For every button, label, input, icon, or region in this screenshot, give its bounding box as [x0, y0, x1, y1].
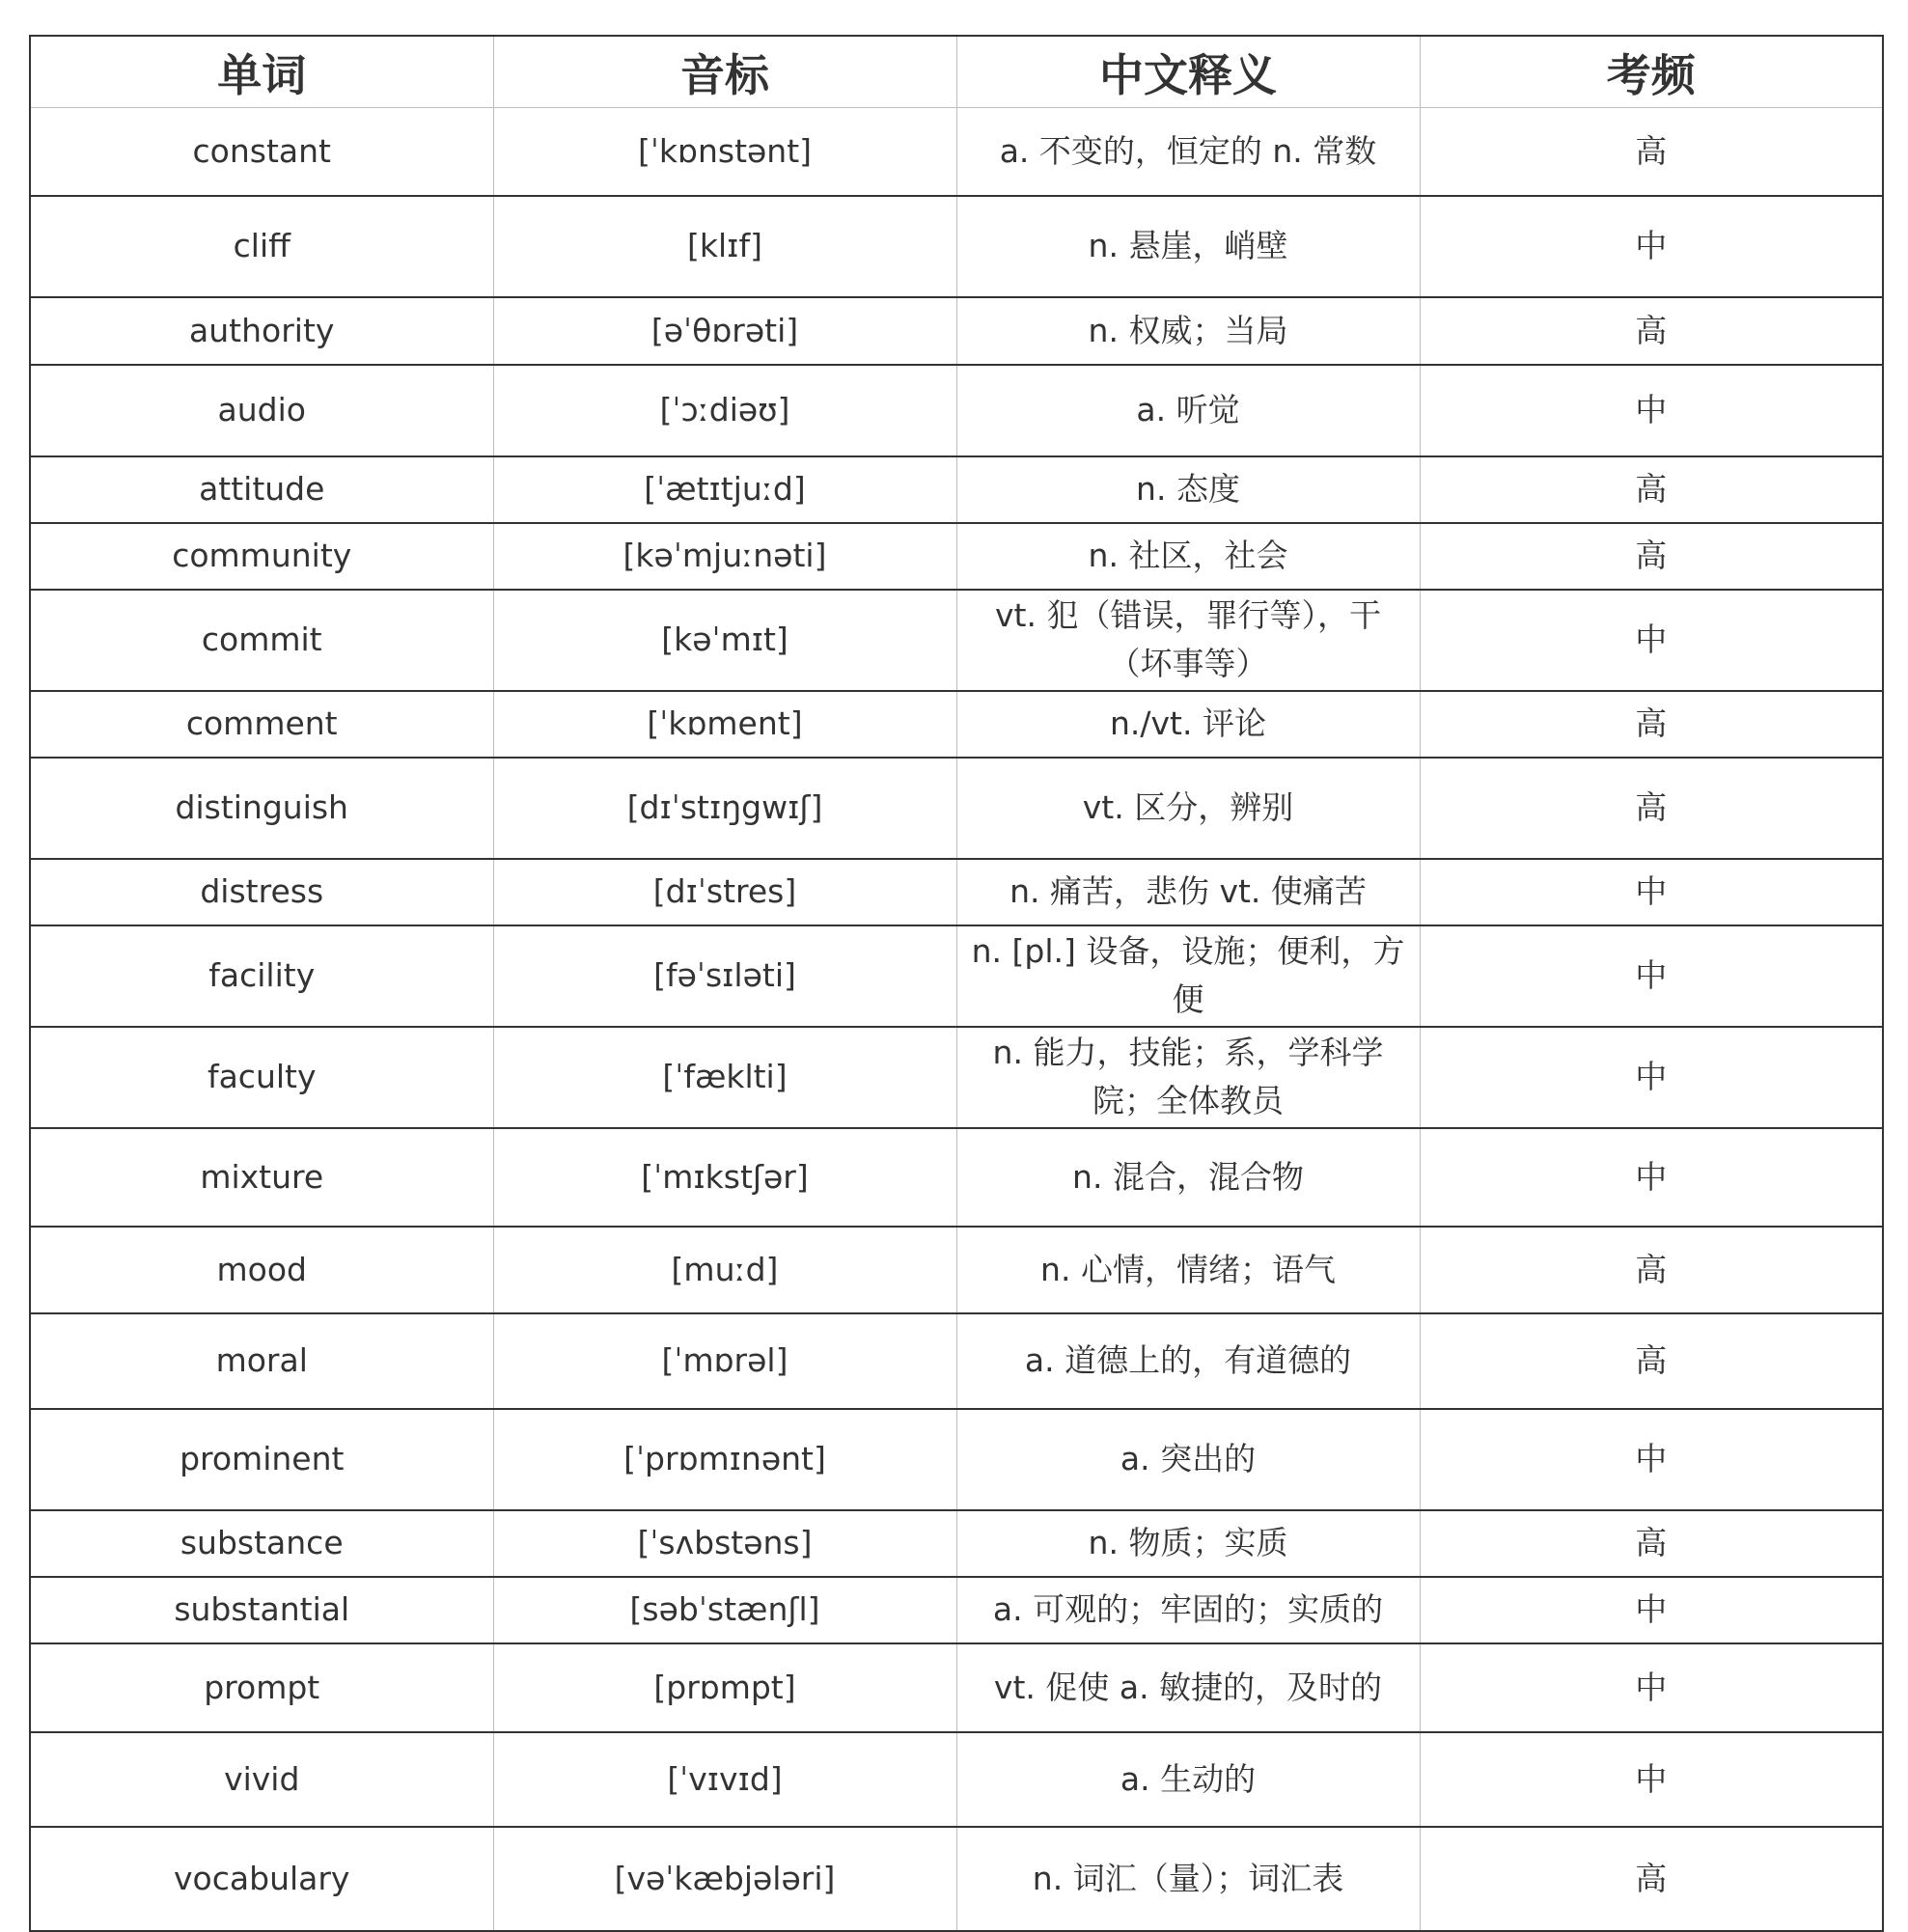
frequency-cell: 中: [1420, 590, 1883, 691]
table-row: [30, 1227, 1883, 1313]
word-cell: community: [30, 523, 493, 590]
meaning-cell: n. 心情，情绪；语气: [956, 1227, 1420, 1313]
header-row: [30, 36, 1883, 108]
meaning-cell: vt. 犯（错误，罪行等），干（坏事等）: [956, 590, 1420, 691]
table-row: [30, 456, 1883, 523]
table-row: [30, 758, 1883, 859]
phonetic-cell: [ˈvɪvɪd]: [493, 1732, 956, 1827]
table-body: [30, 108, 1883, 1931]
meaning-cell: n./vt. 评论: [956, 691, 1420, 758]
word-cell: commit: [30, 590, 493, 691]
meaning-cell: a. 突出的: [956, 1409, 1420, 1510]
meaning-cell: n. [pl.] 设备，设施；便利，方便: [956, 925, 1420, 1027]
table-row: [30, 1577, 1883, 1643]
phonetic-cell: [kəˈmjuːnəti]: [493, 523, 956, 590]
table-row: [30, 1027, 1883, 1128]
phonetic-cell: [ˈprɒmɪnənt]: [493, 1409, 956, 1510]
table-row: [30, 196, 1883, 297]
meaning-cell: n. 混合，混合物: [956, 1128, 1420, 1227]
phonetic-cell: [prɒmpt]: [493, 1643, 956, 1732]
meaning-cell: a. 可观的；牢固的；实质的: [956, 1577, 1420, 1643]
word-cell: comment: [30, 691, 493, 758]
meaning-cell: a. 不变的，恒定的 n. 常数: [956, 108, 1420, 196]
word-cell: distinguish: [30, 758, 493, 859]
word-cell: moral: [30, 1313, 493, 1409]
meaning-cell: n. 物质；实质: [956, 1510, 1420, 1577]
word-cell: facility: [30, 925, 493, 1027]
phonetic-cell: [klɪf]: [493, 196, 956, 297]
table-row: [30, 691, 1883, 758]
header-word: 单词: [30, 36, 493, 108]
frequency-cell: 中: [1420, 1409, 1883, 1510]
word-cell: constant: [30, 108, 493, 196]
phonetic-cell: [ˈmɪkstʃər]: [493, 1128, 956, 1227]
frequency-cell: 高: [1420, 456, 1883, 523]
meaning-cell: a. 听觉: [956, 365, 1420, 456]
phonetic-cell: [kəˈmɪt]: [493, 590, 956, 691]
word-cell: prompt: [30, 1643, 493, 1732]
word-cell: prominent: [30, 1409, 493, 1510]
word-cell: vivid: [30, 1732, 493, 1827]
meaning-cell: n. 权威；当局: [956, 297, 1420, 365]
table-row: [30, 590, 1883, 691]
table-header: [30, 36, 1883, 108]
meaning-cell: vt. 促使 a. 敏捷的，及时的: [956, 1643, 1420, 1732]
frequency-cell: 中: [1420, 1128, 1883, 1227]
phonetic-cell: [ˈætɪtjuːd]: [493, 456, 956, 523]
phonetic-cell: [ˈkɒnstənt]: [493, 108, 956, 196]
word-cell: mood: [30, 1227, 493, 1313]
frequency-cell: 高: [1420, 691, 1883, 758]
phonetic-cell: [əˈθɒrəti]: [493, 297, 956, 365]
meaning-cell: n. 能力，技能；系，学科学院；全体教员: [956, 1027, 1420, 1128]
frequency-cell: 高: [1420, 297, 1883, 365]
phonetic-cell: [səbˈstænʃl]: [493, 1577, 956, 1643]
frequency-cell: 中: [1420, 1577, 1883, 1643]
meaning-cell: a. 生动的: [956, 1732, 1420, 1827]
meaning-cell: a. 道德上的，有道德的: [956, 1313, 1420, 1409]
frequency-cell: 高: [1420, 1827, 1883, 1931]
table-row: [30, 1313, 1883, 1409]
frequency-cell: 中: [1420, 196, 1883, 297]
word-cell: substantial: [30, 1577, 493, 1643]
table-row: [30, 1827, 1883, 1931]
frequency-cell: 中: [1420, 1643, 1883, 1732]
word-cell: vocabulary: [30, 1827, 493, 1931]
table-row: [30, 925, 1883, 1027]
frequency-cell: 中: [1420, 859, 1883, 925]
phonetic-cell: [fəˈsɪləti]: [493, 925, 956, 1027]
phonetic-cell: [ˈsʌbstəns]: [493, 1510, 956, 1577]
frequency-cell: 高: [1420, 758, 1883, 859]
word-cell: attitude: [30, 456, 493, 523]
phonetic-cell: [ˈɔːdiəʊ]: [493, 365, 956, 456]
table-row: [30, 1510, 1883, 1577]
frequency-cell: 中: [1420, 365, 1883, 456]
meaning-cell: n. 悬崖，峭壁: [956, 196, 1420, 297]
word-cell: cliff: [30, 196, 493, 297]
phonetic-cell: [dɪˈstres]: [493, 859, 956, 925]
vocabulary-table: [29, 35, 1884, 1932]
word-cell: audio: [30, 365, 493, 456]
meaning-cell: n. 社区，社会: [956, 523, 1420, 590]
table-row: [30, 859, 1883, 925]
frequency-cell: 中: [1420, 1027, 1883, 1128]
word-cell: authority: [30, 297, 493, 365]
table-row: [30, 1732, 1883, 1827]
table-row: [30, 1128, 1883, 1227]
phonetic-cell: [muːd]: [493, 1227, 956, 1313]
frequency-cell: 高: [1420, 523, 1883, 590]
frequency-cell: 高: [1420, 1227, 1883, 1313]
word-cell: substance: [30, 1510, 493, 1577]
table-row: [30, 297, 1883, 365]
header-phonetic: 音标: [493, 36, 956, 108]
header-meaning: 中文释义: [956, 36, 1420, 108]
phonetic-cell: [vəˈkæbjələri]: [493, 1827, 956, 1931]
header-frequency: 考频: [1420, 36, 1883, 108]
meaning-cell: vt. 区分，辨别: [956, 758, 1420, 859]
frequency-cell: 中: [1420, 925, 1883, 1027]
meaning-cell: n. 词汇（量）；词汇表: [956, 1827, 1420, 1931]
meaning-cell: n. 态度: [956, 456, 1420, 523]
frequency-cell: 高: [1420, 1313, 1883, 1409]
table-row: [30, 108, 1883, 196]
meaning-cell: n. 痛苦，悲伤 vt. 使痛苦: [956, 859, 1420, 925]
phonetic-cell: [ˈfæklti]: [493, 1027, 956, 1128]
frequency-cell: 中: [1420, 1732, 1883, 1827]
phonetic-cell: [ˈkɒment]: [493, 691, 956, 758]
frequency-cell: 高: [1420, 1510, 1883, 1577]
word-cell: faculty: [30, 1027, 493, 1128]
table-row: [30, 1409, 1883, 1510]
phonetic-cell: [ˈmɒrəl]: [493, 1313, 956, 1409]
table-row: [30, 365, 1883, 456]
table-row: [30, 523, 1883, 590]
phonetic-cell: [dɪˈstɪŋgwɪʃ]: [493, 758, 956, 859]
frequency-cell: 高: [1420, 108, 1883, 196]
word-cell: mixture: [30, 1128, 493, 1227]
word-cell: distress: [30, 859, 493, 925]
table-row: [30, 1643, 1883, 1732]
